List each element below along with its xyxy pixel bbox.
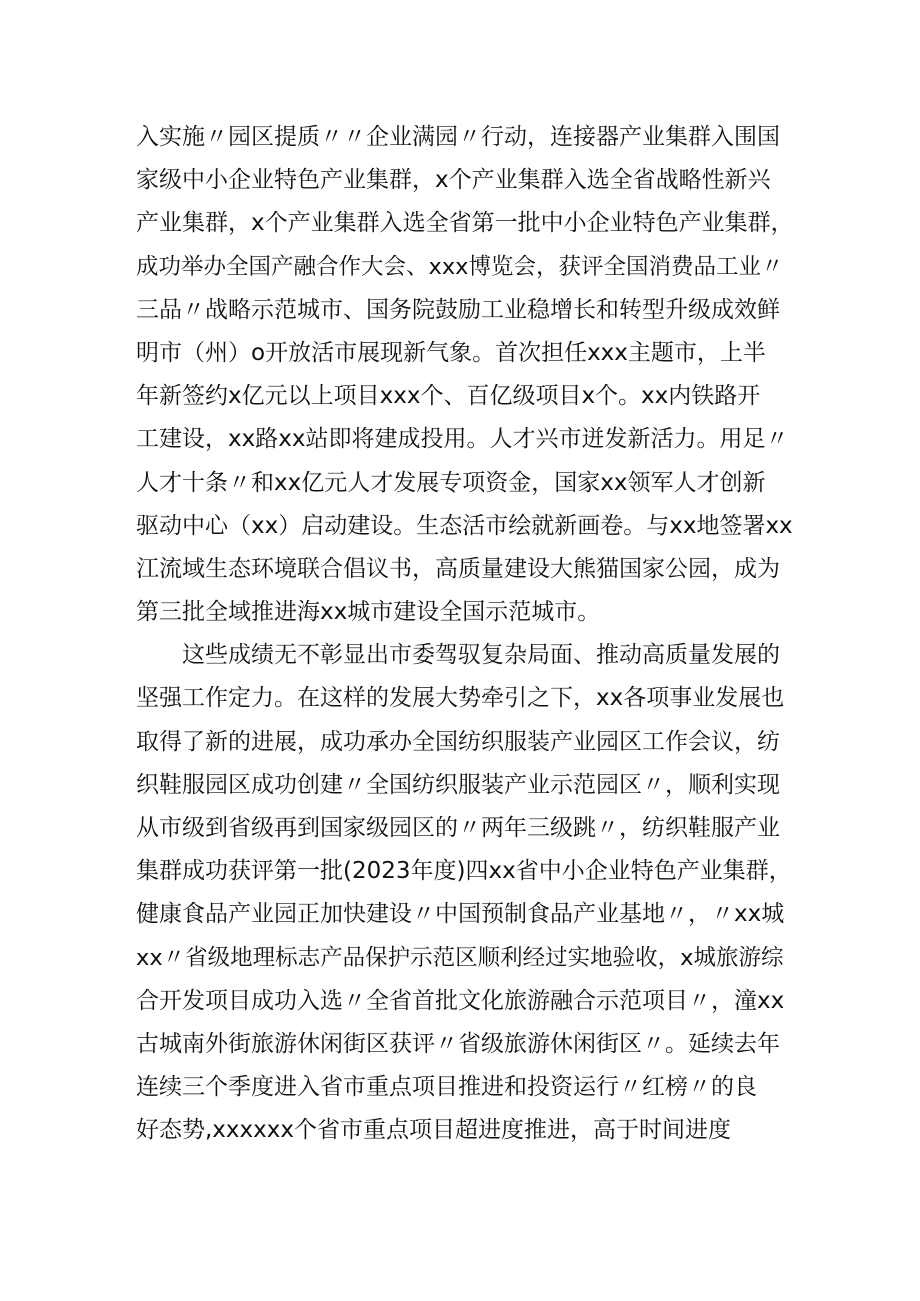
text-line: 好态势,xxxxxx个省市重点项目超进度推进，高于时间进度 xyxy=(136,1117,731,1144)
text-line: 从市级到省级再到国家级园区的〃两年三级跳〃，纺织鞋服产业 xyxy=(136,815,780,841)
text-line: 年新签约x亿元以上项目xxx个、百亿级项目x个。xx内铁路开 xyxy=(136,383,761,410)
text-line: 明市（州）o开放活市展现新气象。首次担任xxx主题市，上半 xyxy=(136,339,766,366)
text-line: 集群成功获评第一批(2023年度)四xx省中小企业特色产业集群， xyxy=(136,858,792,885)
text-line: 取得了新的进展，成功承办全国纺织服装产业园区工作会议，纺 xyxy=(136,728,780,755)
text-line: 织鞋服园区成功创建〃全国纺织服装产业示范园区〃，顺利实现 xyxy=(136,771,780,798)
text-line: 入实施〃园区提质〃〃企业满园〃行动，连接器产业集群入围国 xyxy=(136,124,780,150)
text-line: 人才十条〃和xx亿元人才发展专项资金，国家xx领军人才创新 xyxy=(136,469,766,496)
text-line: 这些成绩无不彰显出市委驾驭复杂局面、推动高质量发展的 xyxy=(182,642,780,669)
text-line: 成功举办全国产融合作大会、xxx博览会，获评全国消费品工业〃 xyxy=(136,253,784,280)
text-line: 合开发项目成功入选〃全省首批文化旅游融合示范项目〃，潼xx xyxy=(136,987,785,1014)
text-line: 第三批全域推进海xx城市建设全国示范城市。 xyxy=(136,599,601,626)
text-line: 三品〃战略示范城市、国务院鼓励工业稳增长和转型升级成效鲜 xyxy=(136,296,780,323)
text-line: 家级中小企业特色产业集群，x个产业集群入选全省战略性新兴 xyxy=(136,167,771,194)
text-line: 工建设，xx路xx站即将建成投用。人才兴市迸发新活力。用足〃 xyxy=(136,426,789,453)
paragraph-2 xyxy=(136,634,796,1152)
document-body xyxy=(136,116,796,1153)
text-line: 古城南外街旅游休闲街区获评〃省级旅游休闲街区〃。延续去年 xyxy=(136,1030,780,1057)
text-line: 连续三个季度进入省市重点项目推进和投资运行〃红榜〃的良 xyxy=(136,1074,757,1101)
paragraph-1 xyxy=(136,116,796,634)
text-line: 健康食品产业园正加快建设〃中国预制食品产业基地〃，〃xx城 xyxy=(136,901,785,928)
text-line: 驱动中心（xx）启动建设。生态活市绘就新画卷。与xx地签署xx xyxy=(136,512,793,539)
text-line: 江流域生态环境联合倡议书，高质量建设大熊猫国家公园，成为 xyxy=(136,555,780,582)
text-line: xx〃省级地理标志产品保护示范区顺利经过实地验收，x城旅游综 xyxy=(136,944,784,971)
text-line: 坚强工作定力。在这样的发展大势牵引之下，xx各项事业发展也 xyxy=(136,685,785,712)
text-line: 产业集群，x个产业集群入选全省第一批中小企业特色产业集群， xyxy=(136,210,794,237)
